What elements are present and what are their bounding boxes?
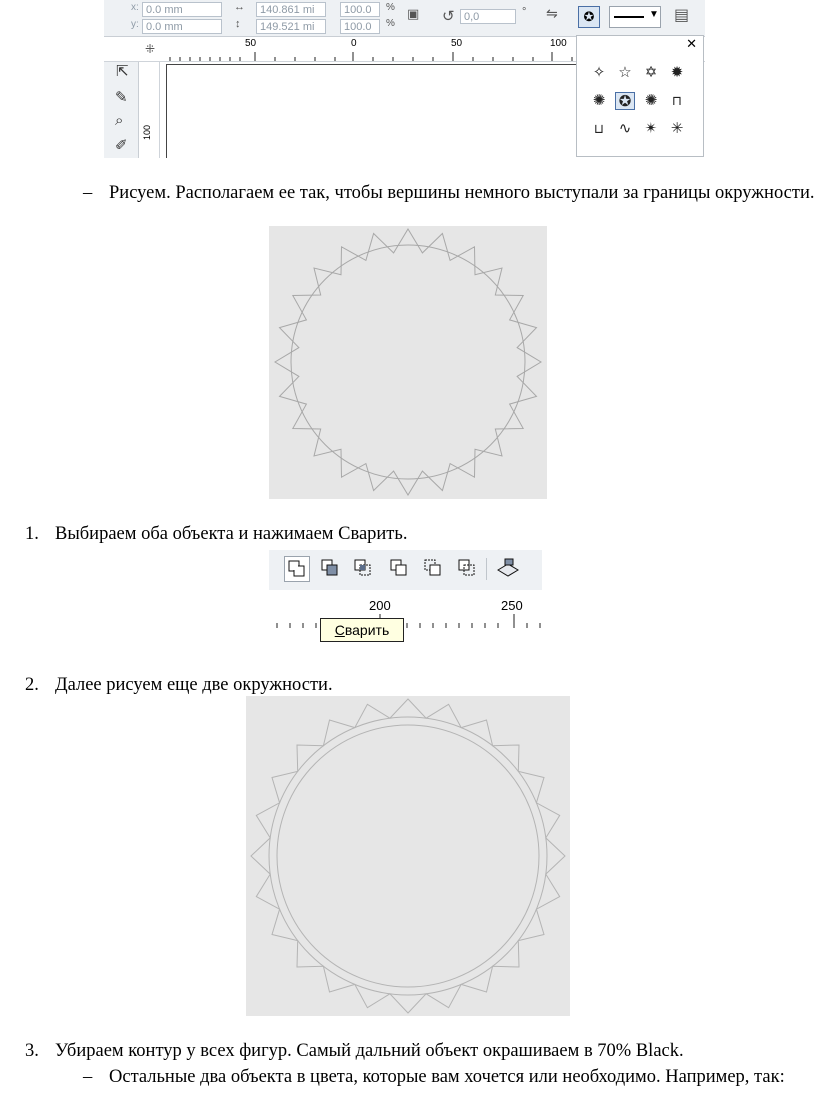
tooltip-mnemonic: С bbox=[334, 622, 345, 638]
list-item-text: Выбираем оба объекта и нажимаем Сварить. bbox=[55, 524, 408, 544]
pick-tool-icon[interactable]: ⇱ bbox=[116, 63, 129, 80]
trim-button[interactable] bbox=[318, 556, 344, 582]
ruler-tick-label: 0 bbox=[351, 38, 357, 49]
list-dash: – bbox=[83, 1067, 93, 1087]
mirror-icon[interactable]: ⇋ bbox=[546, 5, 558, 21]
scale-y-field[interactable]: 100.0 bbox=[340, 19, 380, 34]
outline-width-dropdown[interactable] bbox=[609, 6, 661, 28]
zoom-tool-icon[interactable]: ⌕ bbox=[115, 112, 124, 129]
intersect-button[interactable] bbox=[351, 556, 377, 582]
toolbar-separator bbox=[486, 558, 487, 580]
vertical-ruler-label: 100 bbox=[142, 124, 152, 140]
ruler-tick-label: 50 bbox=[451, 38, 463, 49]
ruler-tick-label: 50 bbox=[245, 38, 257, 49]
twentyfour-point-seal-icon[interactable]: ✪ bbox=[615, 92, 635, 110]
star-shape-picker-icon[interactable]: ✪ bbox=[578, 6, 600, 28]
front-minus-back-button[interactable] bbox=[421, 556, 447, 582]
ruler-tick-label: 100 bbox=[550, 38, 567, 49]
five-point-star-icon[interactable]: ☆ bbox=[618, 64, 632, 81]
properties-icon[interactable]: ▤ bbox=[674, 7, 690, 24]
y-label: y: bbox=[131, 19, 139, 30]
thirtytwo-point-seal-icon[interactable]: ✺ bbox=[644, 92, 658, 109]
list-number: 3. bbox=[25, 1041, 39, 1061]
burst-icon[interactable]: ✳ bbox=[670, 120, 684, 137]
step-paragraph: Рисуем. Располагаем ее так, чтобы вершины немного выступали за границы окружности. bbox=[109, 183, 815, 203]
welded-seal-with-circles-illustration bbox=[246, 696, 570, 1016]
rotation-field[interactable]: 0,0 bbox=[460, 9, 516, 24]
width-arrows-icon: ↔ bbox=[234, 1, 245, 13]
ruler-origin-icon[interactable]: ⁜ bbox=[145, 42, 156, 56]
create-boundary-button[interactable] bbox=[495, 556, 521, 582]
four-point-star-icon[interactable]: ✧ bbox=[592, 64, 606, 81]
back-minus-front-button[interactable] bbox=[455, 556, 481, 582]
percent-sign: % bbox=[386, 2, 395, 13]
step-paragraph: Остальные два объекта в цвета, которые вам хочется или необходимо. Например, так: bbox=[109, 1067, 785, 1087]
banner-icon[interactable]: ⊓ bbox=[671, 93, 683, 108]
percent-sign: % bbox=[386, 18, 395, 29]
page-canvas[interactable] bbox=[166, 64, 577, 158]
ruler-ticks bbox=[160, 48, 580, 62]
x-label: x: bbox=[131, 2, 139, 13]
ruler-tick-label: 250 bbox=[501, 598, 523, 613]
star-shapes-flyout bbox=[576, 35, 704, 157]
weld-tooltip bbox=[320, 618, 404, 642]
coreldraw-toolbar-screenshot bbox=[104, 0, 705, 158]
chevron-down-icon: ▼ bbox=[649, 9, 659, 20]
star-over-circle-drawing bbox=[269, 226, 547, 499]
y-position-field[interactable]: 0.0 mm bbox=[142, 19, 222, 34]
degree-sign: ° bbox=[522, 6, 527, 18]
six-point-star-icon[interactable]: ✡ bbox=[644, 64, 658, 81]
weld-button[interactable] bbox=[284, 556, 310, 582]
vertical-ruler bbox=[139, 62, 160, 158]
lock-ratio-icon[interactable]: ▣ bbox=[407, 6, 420, 21]
eight-point-star-icon[interactable]: ✹ bbox=[670, 64, 684, 81]
list-item-text: Убираем контур у всех фигур. Самый дальний объект окрашиваем в 70% Black. bbox=[55, 1041, 684, 1061]
x-position-field[interactable]: 0.0 mm bbox=[142, 2, 222, 17]
ruler-ticks bbox=[269, 614, 542, 630]
explosion-icon[interactable]: ✴ bbox=[644, 120, 658, 137]
sixteen-point-seal-icon[interactable]: ✺ bbox=[592, 92, 606, 109]
list-dash: – bbox=[83, 183, 93, 203]
shape-tool-icon[interactable]: ✎ bbox=[115, 89, 128, 106]
list-number: 1. bbox=[25, 524, 39, 544]
wave-banner-icon[interactable]: ∿ bbox=[618, 120, 632, 137]
welded-seal-drawing bbox=[246, 696, 570, 1016]
scale-x-field[interactable]: 100.0 bbox=[340, 2, 380, 17]
close-icon[interactable]: ✕ bbox=[686, 36, 697, 51]
list-item-text: Далее рисуем еще две окружности. bbox=[55, 675, 333, 695]
height-arrows-icon: ↕ bbox=[235, 18, 241, 30]
simplify-button[interactable] bbox=[387, 556, 413, 582]
ribbon-icon[interactable]: ⊔ bbox=[593, 121, 605, 136]
freehand-tool-icon[interactable]: ✐ bbox=[115, 137, 128, 154]
tooltip-text: варить bbox=[344, 622, 390, 638]
list-number: 2. bbox=[25, 675, 39, 695]
ruler-tick-label: 200 bbox=[369, 598, 391, 613]
weld-toolbar-screenshot bbox=[269, 546, 542, 646]
width-field[interactable]: 140.861 mi bbox=[256, 2, 326, 17]
rotate-icon: ↺ bbox=[442, 8, 455, 25]
height-field[interactable]: 149.521 mi bbox=[256, 19, 326, 34]
star-over-circle-illustration bbox=[269, 226, 547, 499]
